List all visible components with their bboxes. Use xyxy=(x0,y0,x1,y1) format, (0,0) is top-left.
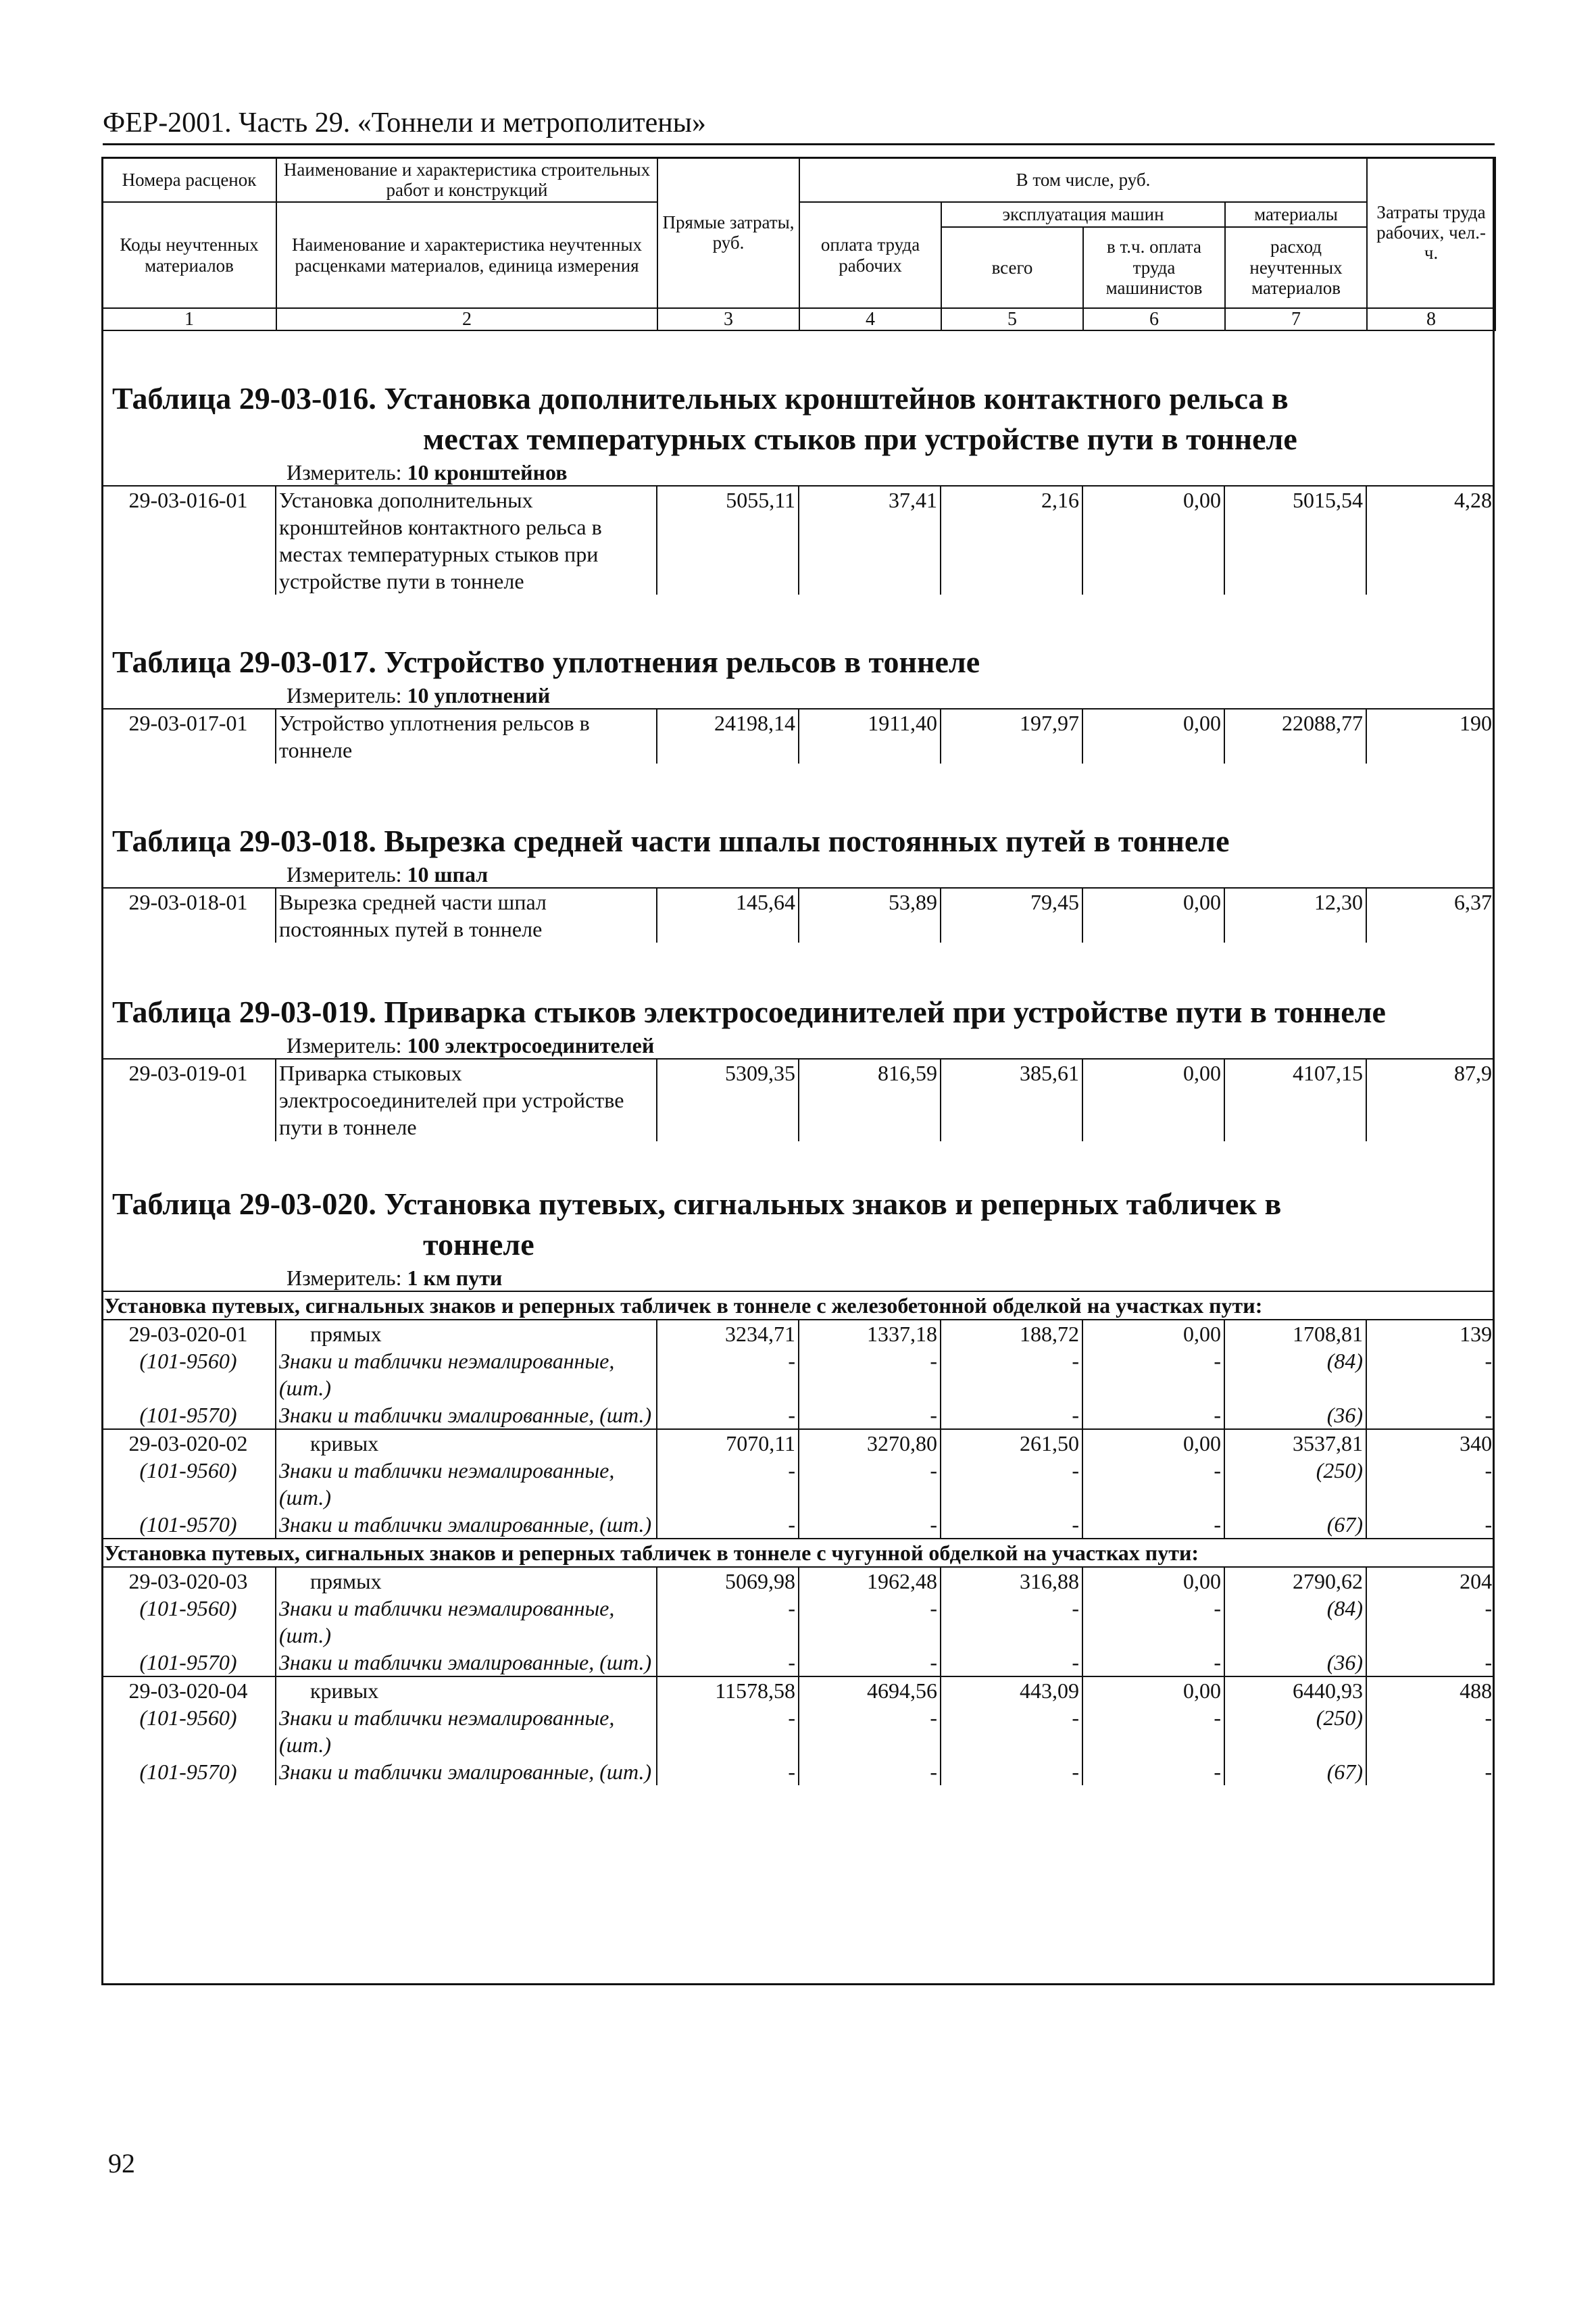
machines-total: 316,88 xyxy=(941,1567,1082,1595)
work-name: кривых xyxy=(276,1676,657,1704)
material-name: Знаки и таблички неэмалированные, (шт.) xyxy=(276,1704,657,1758)
dash: - xyxy=(941,1457,1082,1511)
data-table xyxy=(101,1291,1495,1785)
header-group: В том числе, руб. xyxy=(799,157,1367,202)
labor-costs: 4,28 xyxy=(1366,486,1495,595)
section-title: Таблица 29-03-018. Вырезка средней части шпалы постоянных путей в тоннеле xyxy=(112,824,1230,858)
machines-total: 188,72 xyxy=(941,1320,1082,1347)
work-name: прямых xyxy=(276,1567,657,1595)
material-qty: (67) xyxy=(1224,1511,1366,1539)
data-table xyxy=(101,887,1495,943)
direct-costs: 145,64 xyxy=(657,888,799,943)
section-title: Таблица 29-03-019. Приварка стыков электросоединителей при устройстве пути в тоннеле xyxy=(112,995,1386,1029)
dash: - xyxy=(657,1457,799,1511)
material-qty: (250) xyxy=(1224,1704,1366,1758)
table-29-03-016 xyxy=(101,378,1495,595)
dash: - xyxy=(799,1758,941,1785)
material-qty: (36) xyxy=(1224,1649,1366,1676)
machinist-pay: 0,00 xyxy=(1082,888,1224,943)
header-name-top: Наименование и характеристика строительных работ и конструкций xyxy=(276,157,657,202)
section-title xyxy=(101,1184,1495,1265)
worker-pay: 4694,56 xyxy=(799,1676,941,1704)
dash: - xyxy=(1366,1401,1495,1429)
material-code: (101-9560) xyxy=(139,1706,237,1730)
dash: - xyxy=(1082,1511,1224,1539)
section-title: Таблица 29-03-017. Устройство уплотнения рельсов в тоннеле xyxy=(112,645,980,679)
work-name: Вырезка средней части шпал постоянных путей в тоннеле xyxy=(276,888,657,943)
materials: 6440,93 xyxy=(1224,1676,1366,1704)
machines-total: 443,09 xyxy=(941,1676,1082,1704)
machines-total: 2,16 xyxy=(941,486,1082,595)
dash: - xyxy=(1082,1758,1224,1785)
rate-code: 29-03-019-01 xyxy=(101,1059,276,1141)
material-code: (101-9560) xyxy=(139,1596,237,1620)
material-name: Знаки и таблички эмалированные, (шт.) xyxy=(276,1758,657,1785)
material-qty: (84) xyxy=(1224,1595,1366,1649)
direct-costs: 5055,11 xyxy=(657,486,799,595)
dash: - xyxy=(941,1347,1082,1401)
dash: - xyxy=(1082,1649,1224,1676)
col-num: 5 xyxy=(941,308,1083,330)
materials: 22088,77 xyxy=(1224,709,1366,764)
col-num: 1 xyxy=(102,308,276,330)
machinist-pay: 0,00 xyxy=(1082,1429,1224,1457)
dash: - xyxy=(941,1401,1082,1429)
direct-costs: 3234,71 xyxy=(657,1320,799,1347)
materials: 1708,81 xyxy=(1224,1320,1366,1347)
dash: - xyxy=(657,1595,799,1649)
material-name: Знаки и таблички неэмалированные, (шт.) xyxy=(276,1595,657,1649)
dash: - xyxy=(1082,1595,1224,1649)
page-number: 92 xyxy=(108,2148,135,2179)
dash: - xyxy=(1366,1758,1495,1785)
worker-pay: 1337,18 xyxy=(799,1320,941,1347)
col-num: 8 xyxy=(1367,308,1495,330)
work-name: Установка дополнительных кронштейнов контактного рельса в местах температурных стыков при устройстве пути в тоннеле xyxy=(276,486,657,595)
header-machinist-pay: в т.ч. оплата труда машинистов xyxy=(1083,227,1225,308)
dash: - xyxy=(941,1758,1082,1785)
dash: - xyxy=(799,1511,941,1539)
meter: Измеритель: 1 км пути xyxy=(286,1266,503,1290)
material-name: Знаки и таблички эмалированные, (шт.) xyxy=(276,1401,657,1429)
worker-pay: 1962,48 xyxy=(799,1567,941,1595)
meter: Измеритель: 10 шпал xyxy=(286,862,489,887)
data-table xyxy=(101,1058,1495,1141)
dash: - xyxy=(799,1401,941,1429)
machinist-pay: 0,00 xyxy=(1082,1059,1224,1141)
dash: - xyxy=(1366,1595,1495,1649)
meter: Измеритель: 100 электросоединителей xyxy=(286,1033,655,1057)
table-29-03-017 xyxy=(101,642,1495,764)
dash: - xyxy=(1366,1457,1495,1511)
data-table xyxy=(101,708,1495,764)
dash: - xyxy=(941,1511,1082,1539)
machinist-pay: 0,00 xyxy=(1082,1320,1224,1347)
header-machines: эксплуатация машин xyxy=(941,202,1225,226)
material-code: (101-9570) xyxy=(139,1512,237,1537)
dash: - xyxy=(657,1511,799,1539)
rate-code: 29-03-018-01 xyxy=(101,888,276,943)
machinist-pay: 0,00 xyxy=(1082,486,1224,595)
column-header xyxy=(101,157,1496,331)
table-29-03-020 xyxy=(101,1184,1495,1785)
col-num: 7 xyxy=(1225,308,1367,330)
dash: - xyxy=(1082,1401,1224,1429)
material-name: Знаки и таблички эмалированные, (шт.) xyxy=(276,1511,657,1539)
materials: 2790,62 xyxy=(1224,1567,1366,1595)
table-29-03-019 xyxy=(101,992,1495,1141)
labor-costs: 87,9 xyxy=(1366,1059,1495,1141)
dash: - xyxy=(1366,1347,1495,1401)
dash: - xyxy=(799,1457,941,1511)
material-qty: (250) xyxy=(1224,1457,1366,1511)
header-name-bottom: Наименование и характеристика неучтенных расценками материалов, единица измерения xyxy=(276,202,657,307)
dash: - xyxy=(657,1758,799,1785)
dash: - xyxy=(1366,1704,1495,1758)
header-codes-bottom: Коды неучтенных материалов xyxy=(102,202,276,307)
header-worker-pay: оплата труда рабочих xyxy=(799,202,941,307)
header-materials: материалы xyxy=(1225,202,1367,226)
dash: - xyxy=(799,1347,941,1401)
work-name: прямых xyxy=(276,1320,657,1347)
col-num: 2 xyxy=(276,308,657,330)
labor-costs: 6,37 xyxy=(1366,888,1495,943)
material-name: Знаки и таблички неэмалированные, (шт.) xyxy=(276,1347,657,1401)
subsection-heading: Установка путевых, сигнальных знаков и реперных табличек в тоннеле с железобетонной обделкой на участках пути: xyxy=(101,1291,1495,1320)
dash: - xyxy=(657,1649,799,1676)
labor-costs: 488 xyxy=(1366,1676,1495,1704)
labor-costs: 190 xyxy=(1366,709,1495,764)
dash: - xyxy=(1366,1511,1495,1539)
dash: - xyxy=(941,1595,1082,1649)
worker-pay: 1911,40 xyxy=(799,709,941,764)
header-direct-costs: Прямые затраты, руб. xyxy=(657,157,799,308)
header-material-usage: расход неучтенных материалов xyxy=(1225,227,1367,308)
data-table xyxy=(101,485,1495,595)
materials: 3537,81 xyxy=(1224,1429,1366,1457)
section-title-line: местах температурных стыков при устройстве пути в тоннеле xyxy=(423,422,1297,456)
machines-total: 385,61 xyxy=(941,1059,1082,1141)
worker-pay: 37,41 xyxy=(799,486,941,595)
work-name: Приварка стыковых электросоединителей при устройстве пути в тоннеле xyxy=(276,1059,657,1141)
direct-costs: 11578,58 xyxy=(657,1676,799,1704)
col-num: 4 xyxy=(799,308,941,330)
machines-total: 197,97 xyxy=(941,709,1082,764)
machinist-pay: 0,00 xyxy=(1082,1676,1224,1704)
labor-costs: 139 xyxy=(1366,1320,1495,1347)
machines-total: 79,45 xyxy=(941,888,1082,943)
rate-code: 29-03-017-01 xyxy=(101,709,276,764)
direct-costs: 5309,35 xyxy=(657,1059,799,1141)
dash: - xyxy=(799,1704,941,1758)
material-code: (101-9570) xyxy=(139,1403,237,1427)
meter: Измеритель: 10 уплотнений xyxy=(286,683,551,707)
worker-pay: 3270,80 xyxy=(799,1429,941,1457)
dash: - xyxy=(657,1347,799,1401)
materials: 5015,54 xyxy=(1224,486,1366,595)
dash: - xyxy=(657,1401,799,1429)
header-codes-top: Номера расценок xyxy=(102,157,276,202)
dash: - xyxy=(799,1595,941,1649)
dash: - xyxy=(1082,1457,1224,1511)
rate-code: 29-03-020-02 xyxy=(101,1429,276,1457)
materials: 4107,15 xyxy=(1224,1059,1366,1141)
rate-code: 29-03-016-01 xyxy=(101,486,276,595)
work-name: Устройство уплотнения рельсов в тоннеле xyxy=(276,709,657,764)
section-title-line: Таблица 29-03-020. Установка путевых, сигнальных знаков и реперных табличек в xyxy=(112,1187,1282,1221)
material-name: Знаки и таблички неэмалированные, (шт.) xyxy=(276,1457,657,1511)
material-code: (101-9570) xyxy=(139,1650,237,1674)
work-name: кривых xyxy=(276,1429,657,1457)
labor-costs: 204 xyxy=(1366,1567,1495,1595)
col-num: 6 xyxy=(1083,308,1225,330)
rate-code: 29-03-020-01 xyxy=(101,1320,276,1347)
direct-costs: 7070,11 xyxy=(657,1429,799,1457)
material-qty: (36) xyxy=(1224,1401,1366,1429)
material-qty: (67) xyxy=(1224,1758,1366,1785)
meter: Измеритель: 10 кронштейнов xyxy=(286,460,568,484)
section-title xyxy=(101,378,1495,459)
machinist-pay: 0,00 xyxy=(1082,709,1224,764)
section-title-line: Таблица 29-03-016. Установка дополнительных кронштейнов контактного рельса в xyxy=(112,381,1289,416)
material-code: (101-9560) xyxy=(139,1458,237,1483)
machinist-pay: 0,00 xyxy=(1082,1567,1224,1595)
material-code: (101-9570) xyxy=(139,1760,237,1784)
dash: - xyxy=(799,1649,941,1676)
material-qty: (84) xyxy=(1224,1347,1366,1401)
material-code: (101-9560) xyxy=(139,1349,237,1373)
worker-pay: 816,59 xyxy=(799,1059,941,1141)
dash: - xyxy=(1366,1649,1495,1676)
subsection-heading: Установка путевых, сигнальных знаков и реперных табличек в тоннеле с чугунной обделкой на участках пути: xyxy=(101,1539,1495,1567)
dash: - xyxy=(1082,1704,1224,1758)
material-name: Знаки и таблички эмалированные, (шт.) xyxy=(276,1649,657,1676)
dash: - xyxy=(941,1649,1082,1676)
worker-pay: 53,89 xyxy=(799,888,941,943)
dash: - xyxy=(657,1704,799,1758)
rate-code: 29-03-020-03 xyxy=(101,1567,276,1595)
section-title-line: тоннеле xyxy=(423,1227,534,1262)
col-num: 3 xyxy=(657,308,799,330)
table-29-03-018 xyxy=(101,821,1495,943)
labor-costs: 340 xyxy=(1366,1429,1495,1457)
machines-total: 261,50 xyxy=(941,1429,1082,1457)
running-head: ФЕР-2001. Часть 29. «Тоннели и метрополитены» xyxy=(103,107,1495,145)
dash: - xyxy=(941,1704,1082,1758)
header-labor-costs: Затраты труда рабочих, чел.-ч. xyxy=(1367,157,1495,308)
header-machines-total: всего xyxy=(941,227,1083,308)
direct-costs: 5069,98 xyxy=(657,1567,799,1595)
materials: 12,30 xyxy=(1224,888,1366,943)
dash: - xyxy=(1082,1347,1224,1401)
rate-code: 29-03-020-04 xyxy=(101,1676,276,1704)
direct-costs: 24198,14 xyxy=(657,709,799,764)
